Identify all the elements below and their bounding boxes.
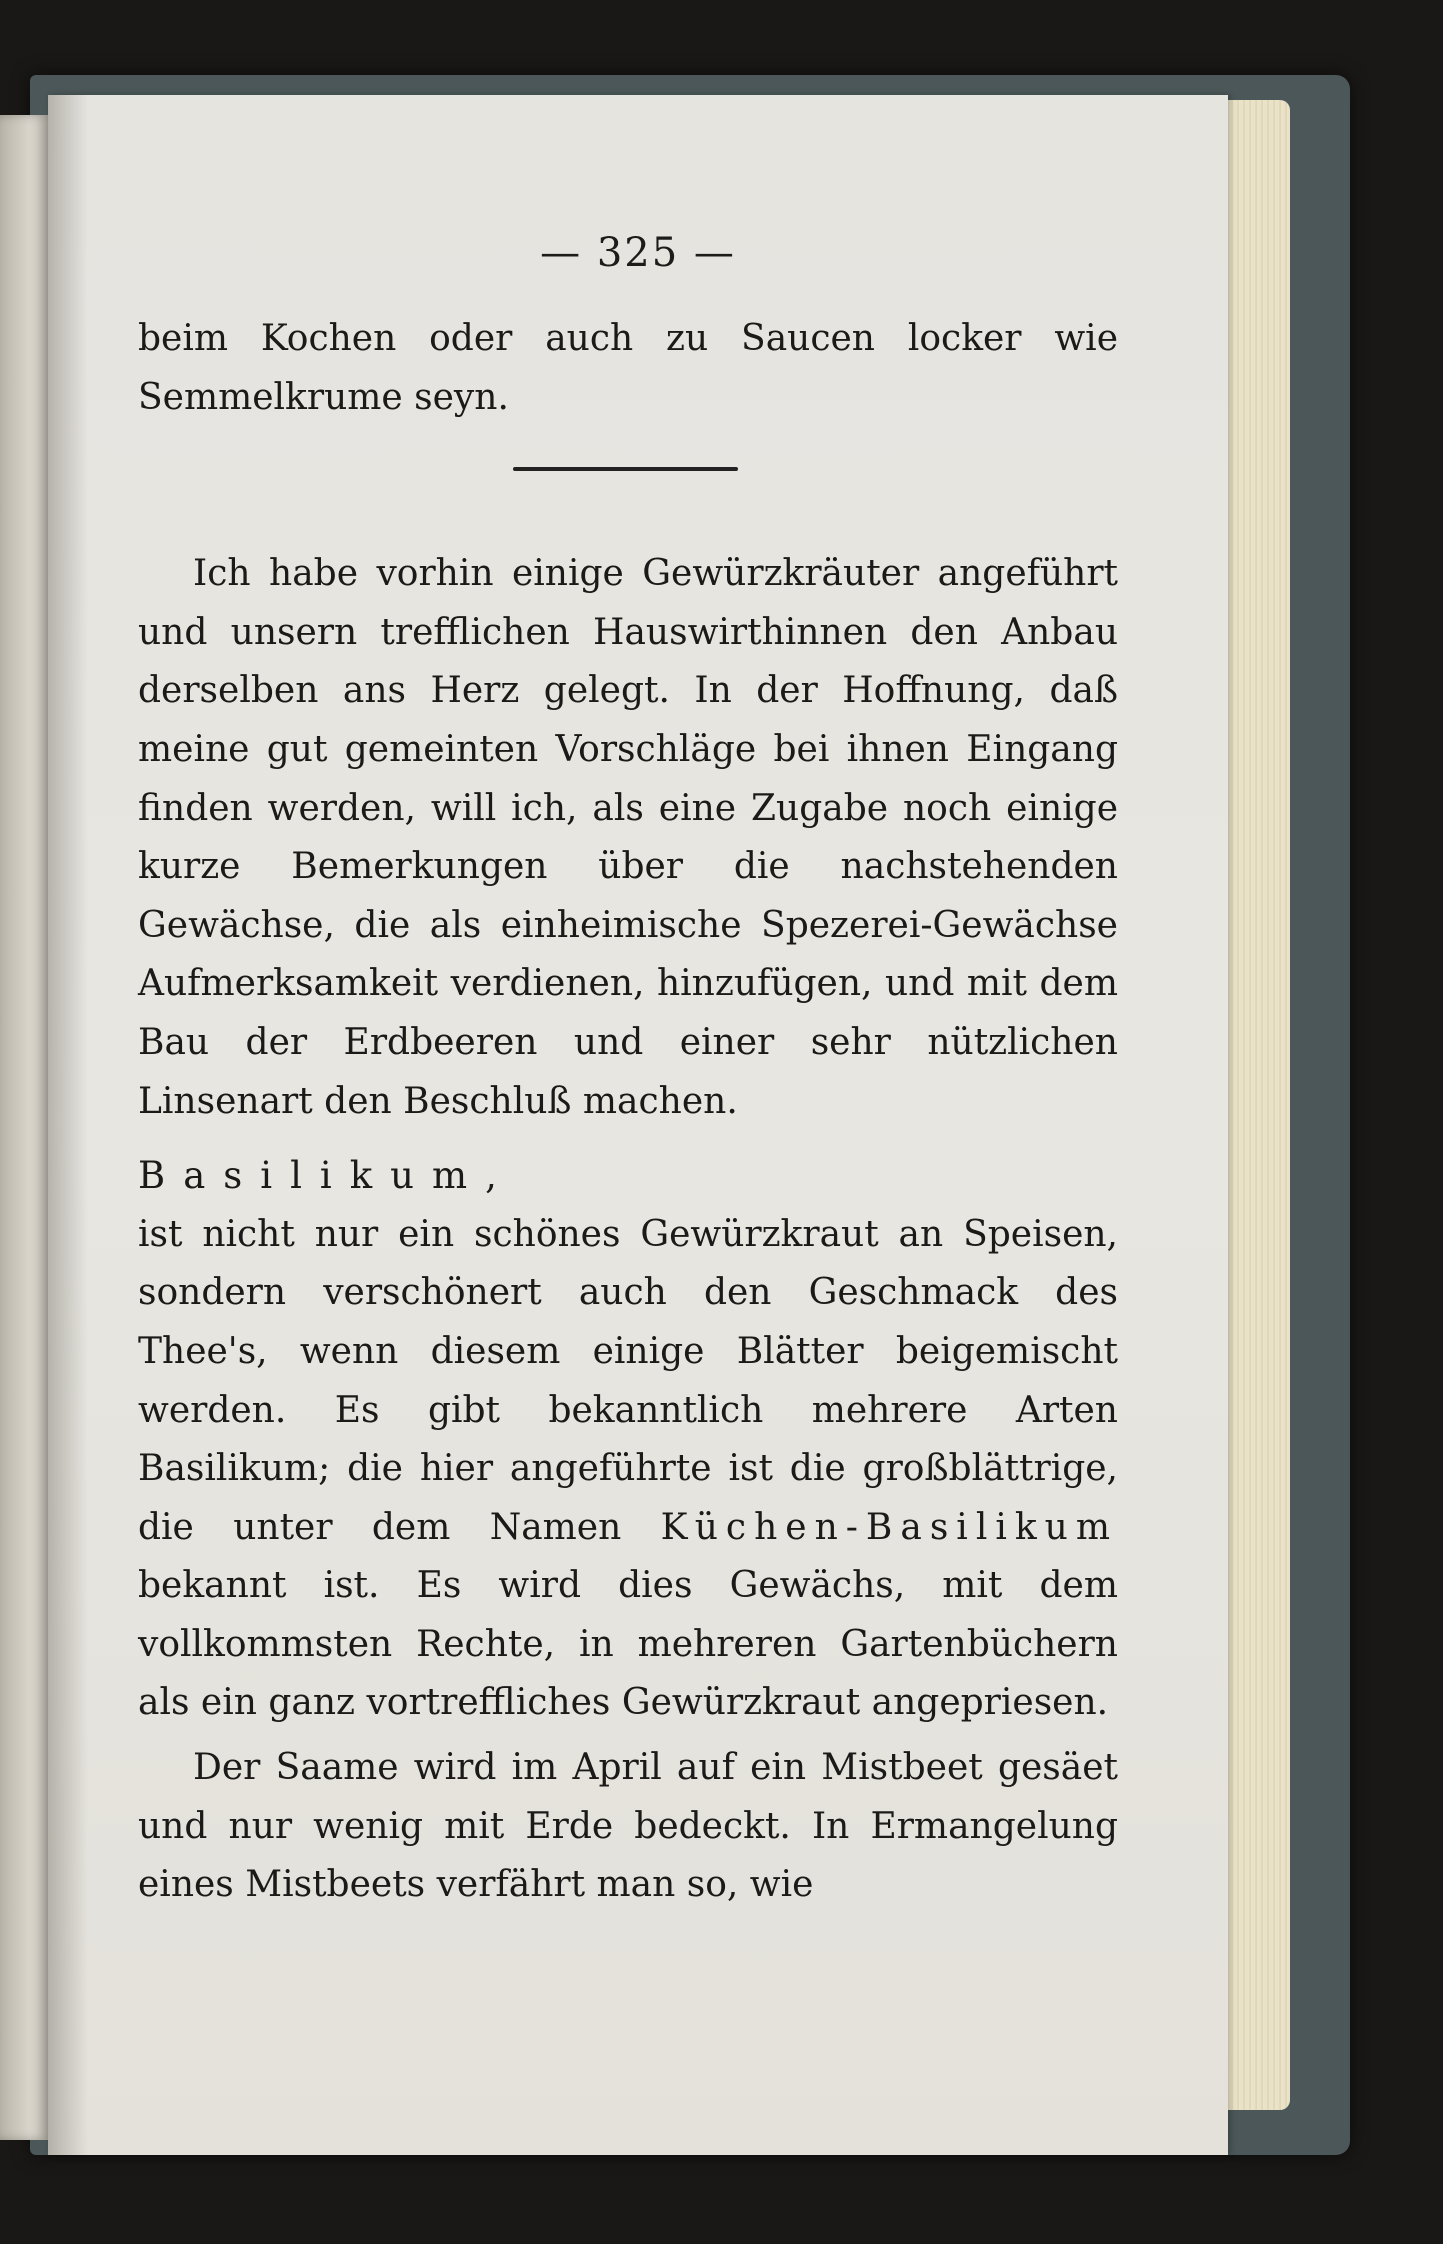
spaced-term: Küchen-Basilikum xyxy=(660,1506,1118,1548)
section-text-part-a: ist nicht nur ein schönes Gewürzkraut an Speisen, sondern verschönert auch den Geschmack des Thee's, wenn diesem einige Blätter beigemischt werden. Es gibt bekanntlich mehrere Arten Basilikum; die hier angeführte ist die großblättrige, die unter dem Namen xyxy=(138,1213,1118,1548)
book-page xyxy=(48,95,1228,2155)
section-heading: Basilikum, xyxy=(138,1154,515,1198)
facing-page-edge xyxy=(0,115,48,2140)
section-text-part-b: bekannt ist. Es wird dies Gewächs, mit dem vollkommsten Rechte, in mehreren Gartenbüchern als ein ganz vortreffliches Gewürzkraut angepriesen. xyxy=(138,1565,1118,1724)
divider-rule xyxy=(513,467,738,471)
carryover-paragraph: beim Kochen oder auch zu Saucen locker wie Semmelkrume seyn. xyxy=(138,318,1118,418)
page-gutter-shadow xyxy=(48,95,88,2155)
section-paragraph-1 xyxy=(138,1206,1118,1733)
page-body xyxy=(138,310,1118,1915)
section-paragraph-2: Der Saame wird im April auf ein Mistbeet gesäet und nur wenig mit Erde bedeckt. In Ermangelung eines Mistbeets verfährt man so, wie xyxy=(138,1747,1118,1906)
intro-paragraph: Ich habe vorhin einige Gewürzkräuter angeführt und unsern trefflichen Hauswirthinnen den Anbau derselben ans Herz gelegt. In der Hoffnung, daß meine gut gemeinten Vorschläge bei ihnen Eingang finden werden, will ich, als eine Zugabe noch einige kurze Bemerkungen über die nachstehenden Gewächse, die als einheimische Spezerei-Gewächse Aufmerksamkeit verdienen, hinzufügen, und mit dem Bau der Erdbeeren und einer sehr nützlichen Linsenart den Beschluß machen. xyxy=(138,553,1118,1122)
section-divider xyxy=(138,427,1118,545)
page-number: — 325 — xyxy=(540,230,736,276)
